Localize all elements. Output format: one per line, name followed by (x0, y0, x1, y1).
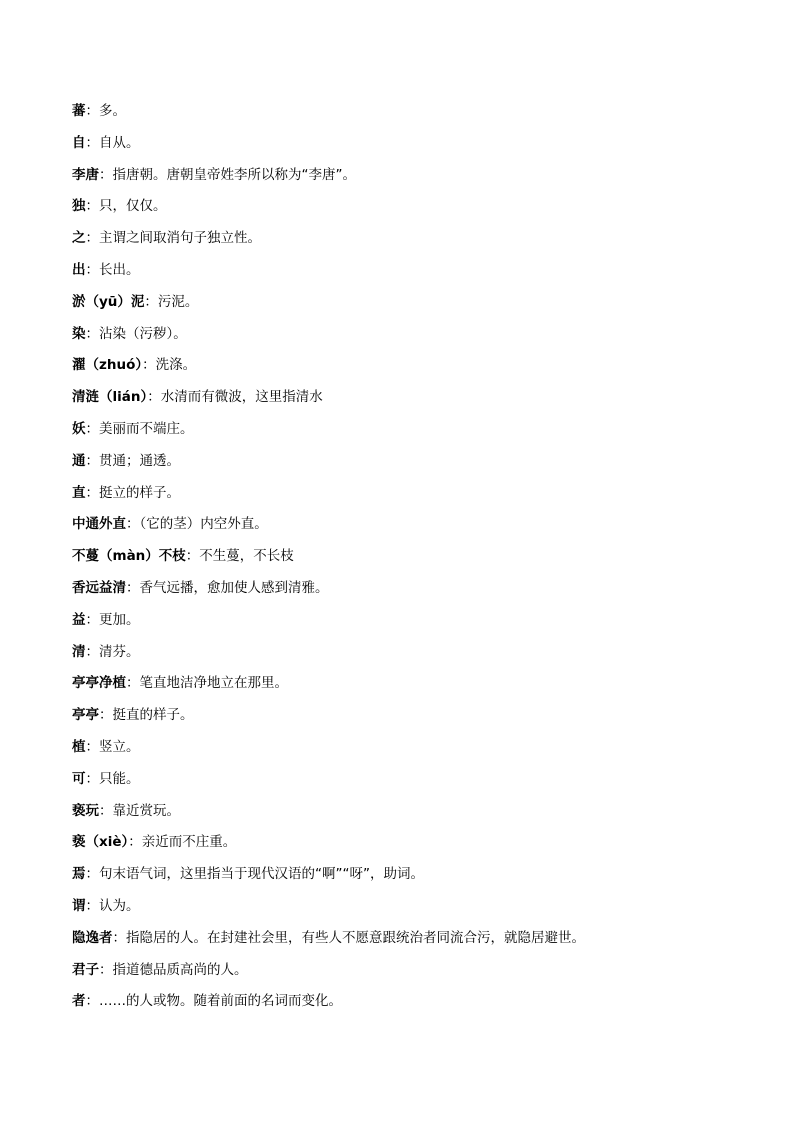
gloss-entry (72, 895, 762, 927)
gloss-entry (72, 990, 762, 1022)
gloss-term: 直 (72, 484, 86, 501)
gloss-separator: ： (85, 738, 99, 755)
gloss-definition: 笔直地洁净地立在那里。 (139, 675, 288, 692)
gloss-entry (72, 800, 762, 832)
gloss-term: 亵（xiè） (72, 834, 129, 851)
gloss-term: 香远益清 (72, 579, 126, 596)
gloss-entry (72, 195, 762, 227)
gloss-definition: 指道德品质高尚的人。 (112, 961, 248, 978)
gloss-entry (72, 450, 762, 482)
gloss-term: 淤（yū）泥 (72, 293, 145, 310)
gloss-definition: ……的人或物。随着前面的名词而变化。 (99, 993, 342, 1010)
gloss-entry (72, 704, 762, 736)
gloss-entry (72, 672, 762, 704)
gloss-separator: ： (85, 643, 99, 660)
gloss-definition: 多。 (99, 103, 126, 119)
gloss-definition: 认为。 (99, 897, 140, 914)
gloss-term: 清 (72, 643, 86, 660)
gloss-entry (72, 736, 762, 768)
gloss-entry (72, 164, 762, 196)
gloss-separator: ： (185, 548, 200, 565)
gloss-entry (72, 577, 762, 609)
gloss-separator: ： (85, 420, 99, 437)
gloss-definition: 主谓之间取消句子独立性。 (99, 230, 261, 247)
gloss-definition: 挺直的样子。 (112, 707, 194, 724)
gloss-definition: 指唐朝。唐朝皇帝姓李所以称为“李唐”。 (112, 166, 356, 183)
gloss-definition: 不生蔓，不长枝 (199, 548, 294, 565)
gloss-separator: ： (112, 929, 126, 946)
gloss-definition: 亲近而不庄重。 (141, 834, 237, 851)
gloss-term: 李唐 (72, 166, 99, 183)
gloss-separator: ： (85, 993, 99, 1010)
gloss-definition: 句末语气词，这里指当于现代汉语的“啊”“呀”，助词。 (99, 866, 424, 883)
gloss-separator: ： (85, 230, 99, 247)
gloss-separator: ： (85, 261, 99, 278)
gloss-term: 不蔓（màn）不枝 (72, 548, 186, 565)
gloss-definition: 美丽而不端庄。 (99, 420, 194, 437)
gloss-separator: ： (126, 675, 140, 692)
gloss-definition: 只，仅仅。 (99, 198, 167, 215)
gloss-separator: ： (85, 484, 99, 501)
gloss-separator: ： (99, 802, 113, 819)
gloss-entry (72, 609, 762, 641)
gloss-term: 隐逸者 (72, 929, 113, 946)
gloss-separator: ： (85, 770, 99, 787)
gloss-definition: 水清而有微波，这里指清水 (160, 389, 323, 406)
gloss-entry (72, 863, 762, 895)
gloss-entry (72, 927, 762, 959)
gloss-term: 自 (72, 134, 86, 151)
gloss-entry (72, 100, 762, 132)
gloss-entry (72, 482, 762, 514)
gloss-term: 亭亭净植 (72, 675, 126, 692)
gloss-definition: 指隐居的人。在封建社会里，有些人不愿意跟统治者同流合污，就隐居避世。 (126, 929, 585, 946)
gloss-list (72, 100, 762, 1022)
gloss-term: 出 (72, 261, 86, 278)
gloss-separator: ： (85, 866, 99, 883)
gloss-term: 独 (72, 198, 86, 215)
gloss-separator: ： (85, 134, 99, 151)
gloss-term: 谓 (72, 897, 86, 914)
gloss-entry (72, 132, 762, 164)
gloss-separator: ： (147, 389, 161, 406)
gloss-term: 之 (72, 230, 86, 247)
gloss-term: 亵玩 (72, 802, 99, 819)
gloss-separator: ： (126, 516, 140, 533)
gloss-entry (72, 831, 762, 863)
gloss-entry (72, 641, 762, 673)
gloss-separator: ： (99, 707, 113, 724)
gloss-separator: ： (128, 834, 142, 851)
gloss-term: 蕃 (72, 103, 86, 119)
gloss-definition: 污泥。 (157, 293, 199, 310)
gloss-term: 通 (72, 452, 86, 469)
gloss-separator: ： (142, 357, 156, 374)
gloss-term: 染 (72, 325, 86, 342)
gloss-definition: 洗涤。 (155, 357, 197, 374)
gloss-entry (72, 354, 762, 386)
gloss-entry (72, 323, 762, 355)
gloss-definition: 清芬。 (99, 643, 140, 660)
gloss-entry (72, 959, 762, 991)
gloss-term: 亭亭 (72, 707, 99, 724)
gloss-entry (72, 418, 762, 450)
gloss-entry (72, 513, 762, 545)
gloss-definition: 更加。 (99, 611, 140, 628)
gloss-definition: 沾染（污秽）。 (99, 325, 187, 342)
gloss-definition: （它的茎）内空外直。 (139, 516, 268, 533)
gloss-definition: 香气远播，愈加使人感到清雅。 (139, 579, 329, 596)
gloss-entry (72, 291, 762, 323)
gloss-term: 者 (72, 993, 86, 1010)
gloss-entry (72, 227, 762, 259)
gloss-separator: ： (99, 961, 113, 978)
gloss-entry (72, 259, 762, 291)
gloss-term: 植 (72, 738, 86, 755)
gloss-definition: 长出。 (99, 261, 140, 278)
gloss-separator: ： (126, 579, 140, 596)
gloss-entry (72, 768, 762, 800)
gloss-separator: ： (85, 897, 99, 914)
gloss-definition: 只能。 (99, 770, 140, 787)
gloss-term: 可 (72, 770, 86, 787)
gloss-definition: 靠近赏玩。 (112, 802, 180, 819)
gloss-entry (72, 386, 762, 418)
gloss-term: 焉 (72, 866, 86, 883)
gloss-separator: ： (144, 293, 158, 310)
gloss-separator: ： (99, 166, 113, 183)
gloss-separator: ： (85, 452, 99, 469)
gloss-separator: ： (85, 103, 99, 119)
gloss-separator: ： (85, 611, 99, 628)
gloss-separator: ： (85, 325, 99, 342)
gloss-definition: 竖立。 (99, 738, 140, 755)
gloss-term: 妖 (72, 420, 86, 437)
gloss-definition: 贯通；通透。 (99, 452, 180, 469)
gloss-term: 中通外直 (72, 516, 126, 533)
gloss-term: 益 (72, 611, 86, 628)
gloss-entry (72, 545, 762, 577)
gloss-separator: ： (85, 198, 99, 215)
gloss-definition: 挺立的样子。 (99, 484, 180, 501)
gloss-definition: 自从。 (99, 134, 140, 151)
gloss-term: 君子 (72, 961, 99, 978)
gloss-term: 濯（zhuó） (72, 357, 143, 374)
gloss-term: 清涟（lián） (72, 389, 148, 406)
